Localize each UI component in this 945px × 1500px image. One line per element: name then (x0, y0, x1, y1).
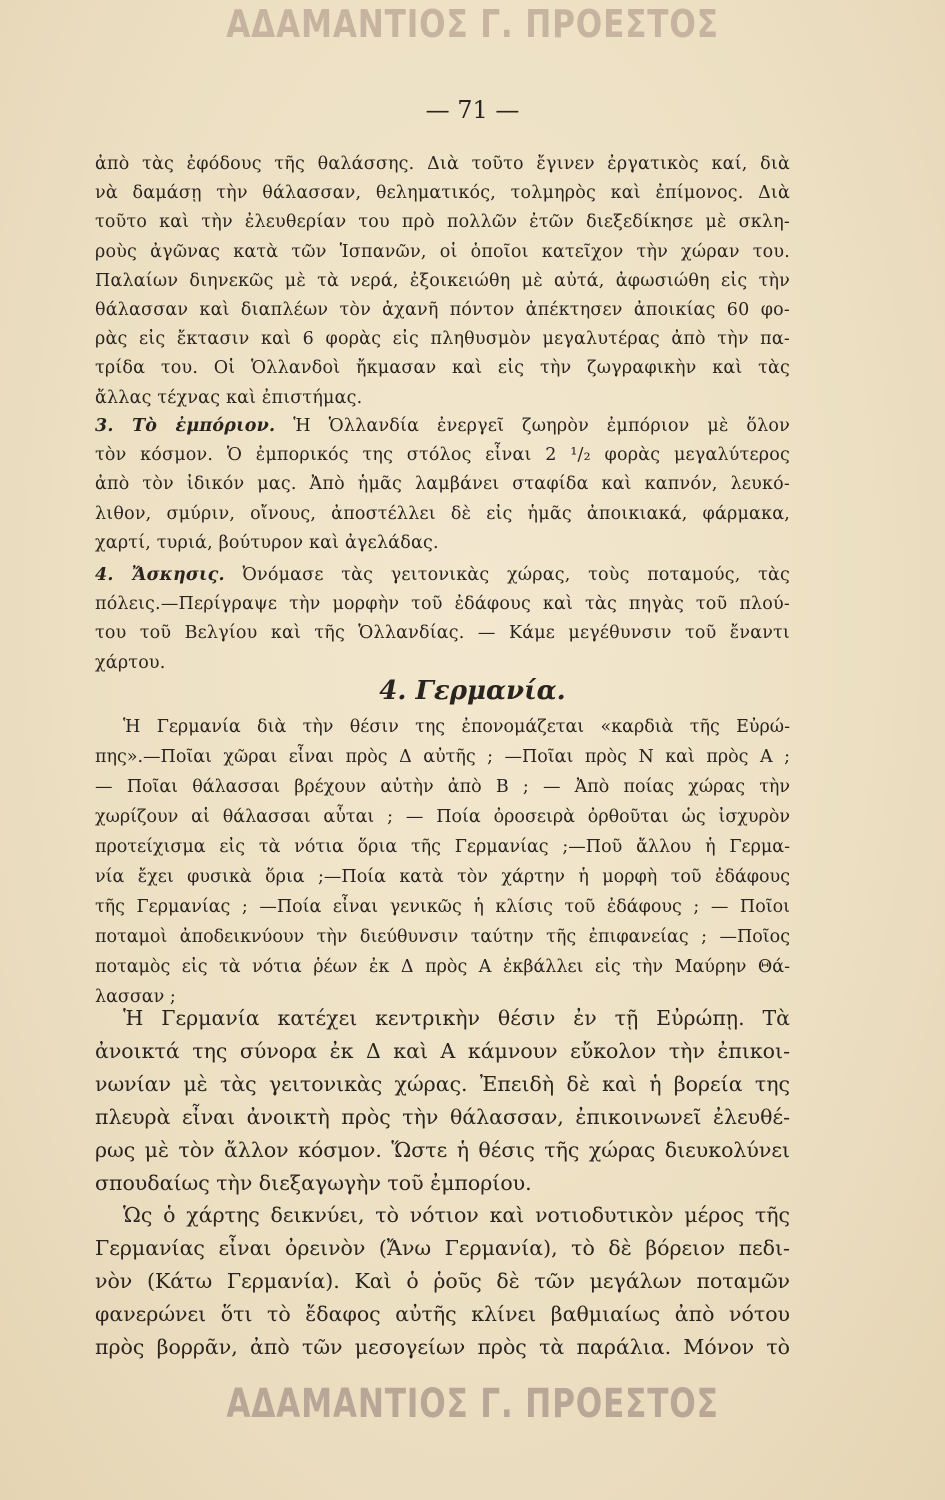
section-label-exercise: 4. Ἄσκησις. (95, 565, 225, 585)
text-line: χωρίζουν αἱ θάλασσαι αὗται ; — Ποία ὀροσειρὰ ὀρθοῦται ὡς ἰσχυρὸν (95, 807, 790, 827)
text-line: θάλασσαν καὶ διαπλέων τὸν ἀχανῆ πόντον ἀπέκτησεν ἀποικίας 60 φο- (95, 300, 790, 321)
text-line: Ὡς ὁ χάρτης δεικνύει, τὸ νότιον καὶ νοτιοδυτικὸν μέρος τῆς (123, 1203, 790, 1227)
text-line: χαρτί, τυριά, βούτυρον καὶ ἀγελάδας. (95, 532, 439, 553)
text-line: τῆς Γερμανίας ; —Ποία εἶναι γενικῶς ἡ κλίσις τοῦ ἐδάφους ; — Ποῖοι (95, 897, 790, 917)
library-stamp-bottom: ΑΔΑΜΑΝΤΙΟΣ Γ. ΠΡΟΕΣΤΟΣ (226, 1381, 719, 1427)
page-number: — 71 — (425, 96, 520, 124)
paragraph-trade (95, 412, 790, 558)
text-line: Ἡ Γερμανία διὰ τὴν θέσιν της ἐπονομάζεται «καρδιὰ τῆς Εὐρώ- (123, 717, 790, 737)
section-heading-germany: 4. Γερμανία. (379, 676, 566, 706)
paragraph-germany-position (95, 1002, 790, 1200)
paragraph-exercise (95, 561, 790, 678)
paragraph-netherlands-people (95, 150, 790, 413)
text-line: λιθον, σμύριν, οἴνους, ἀποστέλλει δὲ εἰς ἡμᾶς ἀποικιακά, φάρμακα, (95, 503, 790, 524)
text-line: προτείχισμα εἰς τὰ νότια ὅρια τῆς Γερμανίας ;—Ποῦ ἄλλου ἡ Γερμα- (95, 837, 790, 857)
text-line: ροὺς ἀγῶνας κατὰ τῶν Ἱσπανῶν, οἱ ὁποῖοι κατεῖχον τὴν χώραν του. (95, 241, 790, 262)
text-line: φανερώνει ὅτι τὸ ἔδαφος αὐτῆς κλίνει βαθμιαίως ἀπὸ νότου (95, 1302, 790, 1326)
text-line (95, 412, 790, 441)
text-line: ἀνοικτά της σύνορα ἐκ Δ καὶ Α κάμνουν εὔκολον τὴν ἐπικοι- (95, 1039, 790, 1063)
text-line: Παλαίων διηνεκῶς μὲ τὰ νερά, ἐξοικειώθη μὲ αὐτά, ἀφωσιώθη εἰς τὴν (95, 270, 790, 291)
section-label-trade: 3. Τὸ ἐμπόριον. (95, 416, 276, 436)
text-line: νὸν (Κάτω Γερμανία). Καὶ ὁ ῥοῦς δὲ τῶν μεγάλων ποταμῶν (95, 1269, 790, 1293)
text-line: τρίδα του. Οἱ Ὁλλανδοὶ ἤκμασαν καὶ εἰς τὴν ζωγραφικὴν καὶ τὰς (95, 358, 790, 379)
text-line: νία ἔχει φυσικὰ ὅρια ;—Ποία κατὰ τὸν χάρτην ἡ μορφὴ τοῦ ἐδάφους (95, 867, 790, 887)
text-line: λασσαν ; (95, 987, 176, 1007)
text-line: ρως μὲ τὸν ἄλλον κόσμον. Ὥστε ἡ θέσις τῆς χώρας διευκολύνει (95, 1138, 790, 1162)
text-line: — Ποῖαι θάλασσαι βρέχουν αὐτὴν ἀπὸ Β ; — Ἀπὸ ποίας χώρας τὴν (95, 777, 790, 797)
text-line: ἀπὸ τὰς ἐφόδους τῆς θαλάσσης. Διὰ τοῦτο ἔγινεν ἐργατικὸς καί, διὰ (95, 154, 790, 174)
text-line: ποταμοὶ ἀποδεικνύουν τὴν διεύθυνσιν ταύτην τῆς ἐπιφανείας ; —Ποῖος (95, 927, 790, 947)
text-line: Γερμανίας εἶναι ὀρεινὸν (Ἄνω Γερμανία), τὸ δὲ βόρειον πεδι- (95, 1236, 790, 1260)
text-line: τὸν κόσμον. Ὁ ἐμπορικός της στόλος εἶναι 2 ¹/₂ φορὰς μεγαλύτερος (95, 445, 790, 466)
text-line: ρὰς εἰς ἔκτασιν καὶ 6 φορὰς εἰς πληθυσμὸν μεγαλυτέρας ἀπὸ τὴν πα- (95, 329, 790, 350)
text-line: νὰ δαμάσῃ τὴν θάλασσαν, θεληματικός, τολμηρὸς καὶ ἐπίμονος. Διὰ (95, 183, 790, 204)
text-line: πης».—Ποῖαι χῶραι εἶναι πρὸς Δ αὐτῆς ; —Ποῖαι πρὸς Ν καὶ πρὸς Α ; (95, 747, 790, 767)
paragraph-germany-questions (95, 712, 790, 1012)
text-line: του τοῦ Βελγίου καὶ τῆς Ὁλλανδίας. — Κάμε μεγέθυνσιν τοῦ ἔναντι (95, 623, 790, 644)
text-line: πρὸς βορρᾶν, ἀπὸ τῶν μεσογείων πρὸς τὰ παράλια. Μόνον τὸ (95, 1335, 790, 1359)
text-line: Ἡ Γερμανία κατέχει κεντρικὴν θέσιν ἐν τῇ Εὐρώπῃ. Τὰ (123, 1006, 790, 1030)
text-line: ἄλλας τέχνας καὶ ἐπιστήμας. (95, 387, 363, 408)
text-line: χάρτου. (95, 652, 166, 673)
text-line: ἀπὸ τὸν ἰδικόν μας. Ἀπὸ ἡμᾶς λαμβάνει σταφίδα καὶ καπνόν, λευκό- (95, 474, 790, 495)
text-fragment: Ἡ Ὁλλανδία ἐνεργεῖ ζωηρὸν ἐμπόριον μὲ ὅλον (293, 416, 790, 436)
text-line: σπουδαίως τὴν διεξαγωγὴν τοῦ ἐμπορίου. (95, 1171, 532, 1195)
text-line: πόλεις.—Περίγραψε τὴν μορφὴν τοῦ ἐδάφους καὶ τὰς πηγὰς τοῦ πλού- (95, 594, 790, 615)
text-line: τοῦτο καὶ τὴν ἐλευθερίαν του πρὸ πολλῶν ἐτῶν διεξεδίκησε μὲ σκλη- (95, 212, 790, 233)
library-stamp-top: ΑΔΑΜΑΝΤΙΟΣ Γ. ΠΡΟΕΣΤΟΣ (226, 2, 719, 46)
text-fragment: Ὀνόμασε τὰς γειτονικὰς χώρας, τοὺς ποταμούς, τὰς (242, 565, 790, 585)
text-line (95, 561, 790, 590)
text-line: νωνίαν μὲ τὰς γειτονικὰς χώρας. Ἐπειδὴ δὲ καὶ ἡ βορεία της (95, 1072, 790, 1096)
text-line: πλευρὰ εἶναι ἀνοικτὴ πρὸς τὴν θάλασσαν, ἐπικοινωνεῖ ἐλευθέ- (95, 1105, 790, 1129)
text-line: ποταμὸς εἰς τὰ νότια ῥέων ἐκ Δ πρὸς Α ἐκβάλλει εἰς τὴν Μαύρην Θά- (95, 957, 790, 977)
paragraph-germany-terrain (95, 1199, 790, 1364)
